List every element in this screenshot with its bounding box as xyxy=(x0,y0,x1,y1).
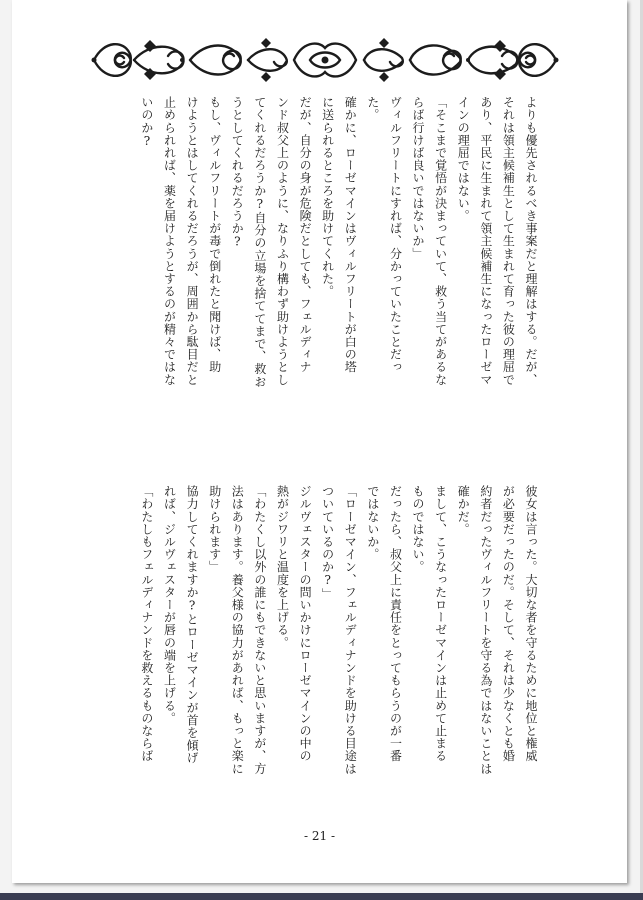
book-page xyxy=(12,0,627,883)
viewer-bottom-bar xyxy=(0,893,643,900)
text-line: だったら、叔父上に責任をとってもらうのが一番 xyxy=(388,485,403,763)
text-line: た。 xyxy=(365,96,380,122)
text-line: 確かだ。 xyxy=(456,485,471,536)
text-line: ジルヴェスターの問いかけにローゼマインの中の xyxy=(298,485,313,763)
text-line: よりも優先されるべき事案だと理解はする。だが、 xyxy=(524,96,538,386)
text-line: れば、ジルヴェスターが唇の端を上げる。 xyxy=(162,485,177,725)
text-line: まして、こうなったローゼマインは止めて止まる xyxy=(433,485,448,763)
page-number: - 21 - xyxy=(303,829,335,843)
text-line: 熱がジワリと温度を上げる。 xyxy=(275,485,290,649)
text-line: 彼女は言った。大切な者を守るために地位と権威 xyxy=(524,485,538,763)
text-line: 止められれば、薬を届けようとするのが精々ではな xyxy=(162,96,177,386)
text-line: 確かに、ローゼマインはヴィルフリートが白の塔 xyxy=(343,96,358,374)
text-line: 助けられます」 xyxy=(207,485,222,574)
text-line: 約者だったヴィルフリートを守る為ではないことは xyxy=(478,485,493,775)
text-line: ンド叔父上のように、なりふり構わず助けようとし xyxy=(275,96,290,386)
lower-text-block xyxy=(135,485,542,815)
text-line: に送られるところを助けてくれた。 xyxy=(320,96,335,298)
text-line: もし、ヴィルフリートが毒で倒れたと聞けば、助 xyxy=(207,96,222,374)
text-line: らば行けば良いではないか」 xyxy=(411,96,426,260)
text-line: ついているのか?」 xyxy=(320,485,335,601)
text-line: 「そこまで覚悟が決まっていて、救う当てがあるな xyxy=(433,96,448,386)
text-line: てくれるだろうか?自分の立場を捨ててまで、救お xyxy=(252,96,267,388)
text-line: だが、自分の身が危険だとしても、フェルディナ xyxy=(298,96,313,374)
text-line: 「わたくし以外の誰にもできないと思いますが、方 xyxy=(252,485,267,775)
text-line: それは領主候補生として生まれて育った彼の理屈で xyxy=(501,96,516,386)
text-line: 法はあります。養父様の協力があれば、もっと楽に xyxy=(230,485,245,775)
text-line: ものではない。 xyxy=(411,485,426,574)
text-line: 「わたしもフェルディナンドを救えるものならば xyxy=(139,485,154,763)
text-line: ヴィルフリートにすれば、分かっていたことだっ xyxy=(388,96,403,374)
ornamental-header-icon xyxy=(90,36,560,84)
text-line: うとしてくれるだろうか? xyxy=(230,96,245,250)
text-line: けようとはしてくれるだろうが、周囲から駄目だと xyxy=(185,96,200,386)
text-line: あり、平民に生まれて領主候補生になったローゼマ xyxy=(478,96,493,386)
text-line: が必要だったのだ。そして、それは少なくとも婚 xyxy=(501,485,516,763)
text-line: 「ローゼマイン、フェルディナンドを助ける目途は xyxy=(343,485,358,775)
text-line: インの理屈ではない。 xyxy=(456,96,471,222)
text-line: いのか? xyxy=(139,96,154,149)
text-line: 協力してくれますか?とローゼマインが首を傾げ xyxy=(185,485,200,765)
upper-text-block xyxy=(135,96,542,466)
text-line: ではないか。 xyxy=(365,485,380,561)
